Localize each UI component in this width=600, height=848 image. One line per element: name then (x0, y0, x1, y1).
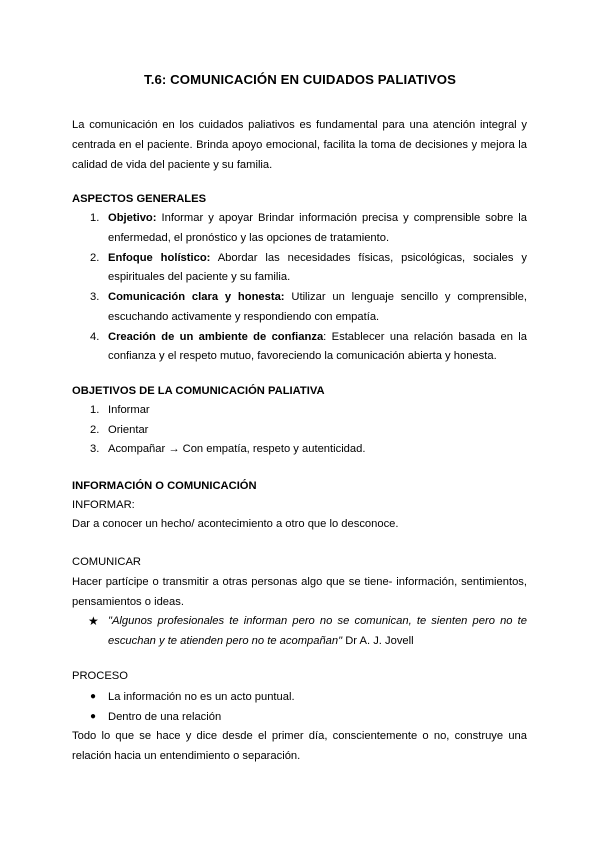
bullet-icon: ● (90, 691, 97, 702)
list-number: 2. (90, 423, 100, 436)
list-number: 1. (90, 404, 100, 416)
list-text: Acompañar → Con empatía, respeto y autenticidad. (108, 443, 366, 455)
list-item (72, 687, 527, 707)
informar-text: Dar a conocer un hecho/ acontecimiento a otro que lo desconoce. (72, 518, 399, 530)
informar-label: INFORMAR: (72, 499, 135, 511)
quote-block (88, 611, 527, 651)
informacion-heading: INFORMACIÓN O COMUNICACIÓN (72, 480, 257, 492)
list-item (72, 707, 527, 727)
list-item (72, 328, 527, 367)
list-item (72, 288, 527, 327)
comunicar-text: Hacer partícipe o transmitir a otras personas algo que se tiene- información, sentimientos, pensamientos o ideas. (72, 576, 527, 608)
list-item (72, 209, 527, 248)
list-number: 3. (90, 291, 100, 303)
list-item (72, 421, 527, 441)
proceso-closing: Todo lo que se hace y dice desde el primer día, conscientemente o no, construye una relación hacia un entendimiento o separación. (72, 730, 527, 762)
bullet-icon: ● (90, 711, 97, 722)
page-title: T.6: COMUNICACIÓN EN CUIDADOS PALIATIVOS (144, 72, 456, 87)
objetivos-heading: OBJETIVOS DE LA COMUNICACIÓN PALIATIVA (72, 385, 325, 397)
intro-paragraph: La comunicación en los cuidados paliativos es fundamental para una atención integral y centrada en el paciente. Brinda apoyo emocional, facilita la toma de decisiones y mejora la calidad de vida del paciente y su familia. (72, 119, 527, 171)
list-text: Utilizar un lenguaje sencillo y comprensible, escuchando activamente y respondiendo con empatía. (108, 291, 527, 323)
aspectos-list (72, 209, 527, 367)
list-item (72, 440, 527, 460)
list-term: Comunicación clara y honesta: (108, 291, 285, 303)
list-term: Enfoque holístico: (108, 251, 211, 264)
objetivos-list (72, 401, 527, 460)
comunicar-label: COMUNICAR (72, 556, 141, 568)
proceso-heading: PROCESO (72, 670, 128, 682)
list-item (72, 401, 527, 421)
proceso-list (72, 687, 527, 727)
list-text: Informar (108, 404, 150, 416)
list-text: Informar y apoyar Brindar información precisa y comprensible sobre la enfermedad, el pronóstico y las opciones de tratamiento. (108, 212, 527, 244)
star-icon: ★ (88, 614, 99, 628)
list-text: : Establecer una relación basada en la confianza y el respeto mutuo, favoreciendo la comunicación abierta y honesta. (108, 330, 527, 362)
list-number: 4. (90, 330, 100, 343)
list-number: 1. (90, 212, 100, 224)
list-number: 3. (90, 443, 100, 455)
list-text: Dentro de una relación (108, 711, 222, 723)
list-number: 2. (90, 251, 100, 264)
aspectos-heading: ASPECTOS GENERALES (72, 193, 207, 205)
quote-author: Dr A. J. Jovell (342, 635, 414, 647)
quote-text: "Algunos profesionales te informan pero no se comunican, te sienten pero no te escuchan y te atienden pero no te acompañan" (108, 615, 527, 647)
list-term: Objetivo: (108, 212, 157, 224)
list-text: Abordar las necesidades físicas, psicológicas, sociales y espirituales del paciente y su familia. (108, 251, 528, 283)
list-term: Creación de un ambiente de confianza (108, 330, 324, 343)
list-text: Orientar (108, 423, 149, 436)
list-text: La información no es un acto puntual. (108, 691, 295, 703)
list-item (72, 249, 527, 288)
